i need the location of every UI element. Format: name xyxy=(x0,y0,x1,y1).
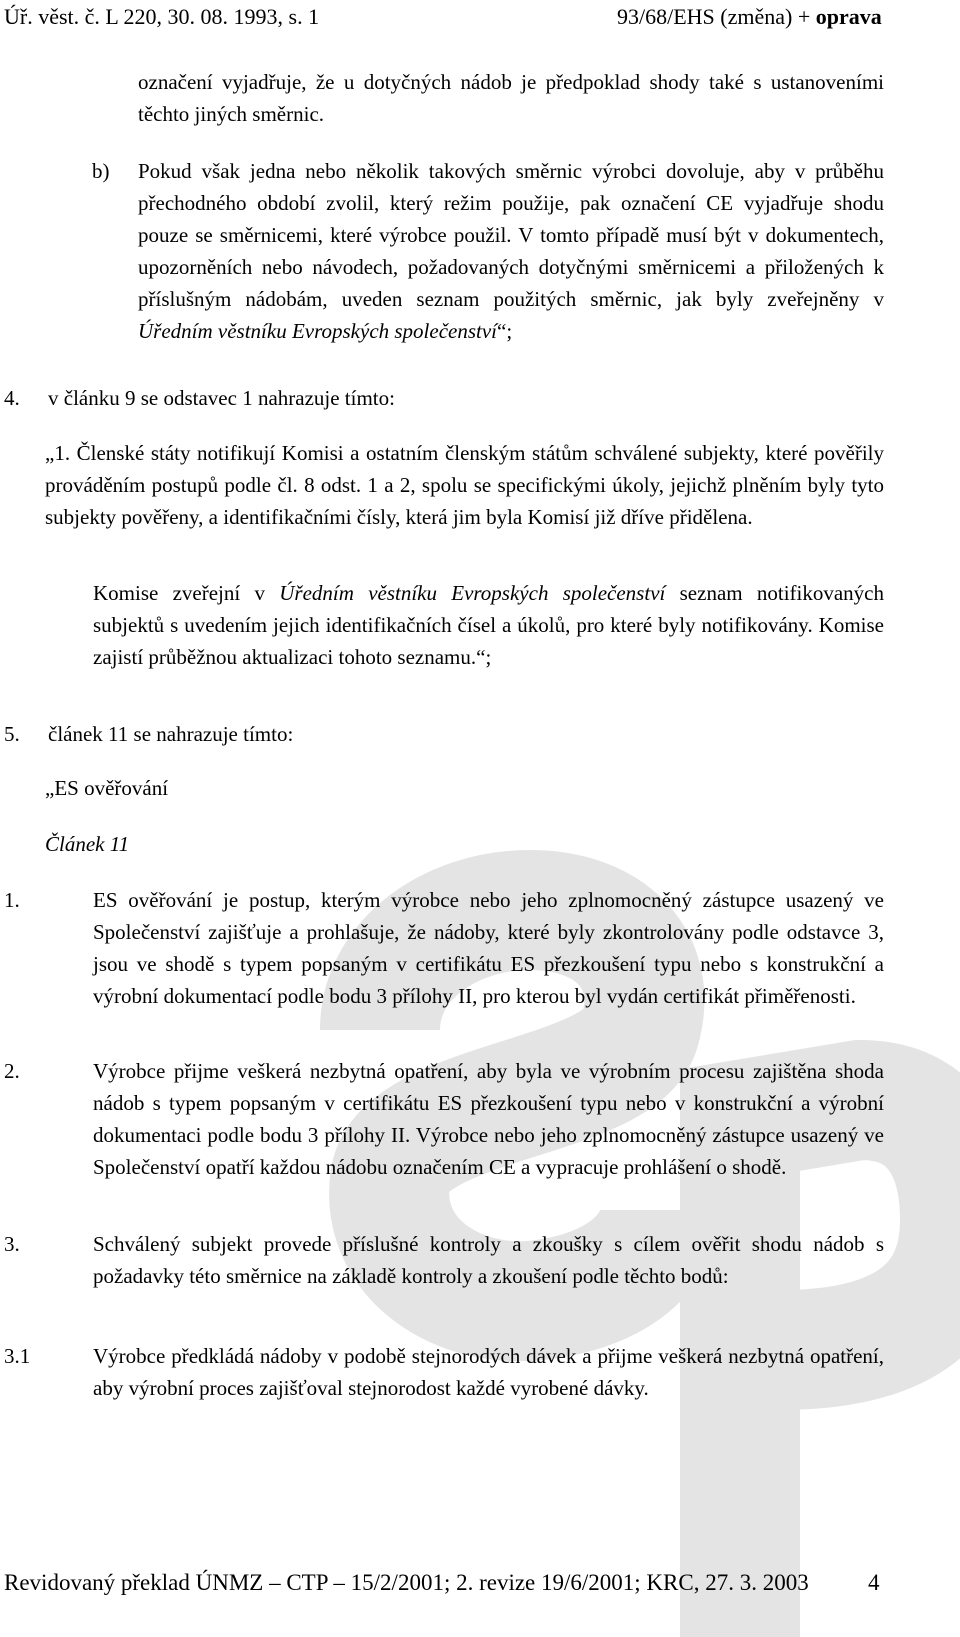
item-3-number: 3. xyxy=(4,1232,20,1256)
point-4-para2-end: seznam notifikovaných subjektů s uvedením jejich identifikačních čísel a úkolů, pro které byly notifikovány. Komise zajistí průběžnou aktualizaci tohoto seznamu.“; xyxy=(93,581,885,669)
item-a-continuation: označení vyjadřuje, že u dotyčných nádob je předpoklad shody také s ustanoveními těchto jiných směrnic. xyxy=(138,70,884,126)
header-directive-text: 93/68/EHS (změna) + xyxy=(617,4,816,29)
item-1-text: ES ověřování je postup, kterým výrobce nebo jeho zplnomocněný zástupce usazený ve Společenství zajišťuje a prohlašuje, že nádoby, které byly zkontrolovány podle odstavce 3, jsou ve shodě s typem popsaným v certifikátu ES přezkoušení typu nebo s konstrukční a výrobní dokumentací podle bodu 3 přílohy II, pro kterou byl vydán certifikát přiměřenosti. xyxy=(93,888,884,1008)
item-b-text xyxy=(138,155,884,347)
point-4-paragraph-1: „1. Členské státy notifikují Komisi a ostatním členským státům schválené subjekty, které pověřily prováděním postupů podle čl. 8 odst. 1 a 2, spolu se specifickými úkoly, jejichž plněním byly tyto subjekty pověřeny, a identifikačními čísly, která jim byla Komisí již dříve přidělena. xyxy=(45,441,884,529)
item-b-journal: Úředním věstníku Evropských společenství xyxy=(138,319,498,343)
point-4-para2-start: Komise zveřejní v xyxy=(93,581,280,605)
item-3-1-text: Výrobce předkládá nádoby v podobě stejnorodých dávek a přijme veškerá nezbytná opatření, aby výrobní proces zajišťoval stejnorodost každé vyrobené dávky. xyxy=(93,1344,884,1400)
item-b-body: Pokud však jedna nebo několik takových směrnic výrobci dovoluje, aby v průběhu přechodného období zvolil, který režim použije, pak označení CE vyjadřuje shodu pouze se směrnicemi, které výrobce použil. V tomto případě musí být v dokumentech, upozorněních nebo návodech, požadovaných dotyčnými směrnicemi a přiložených k příslušným nádobám, uveden seznam použitých směrnic, jak byly zveřejněny v xyxy=(138,159,884,311)
point-4-number: 4. xyxy=(4,386,20,410)
point-4-paragraph-2 xyxy=(93,577,884,673)
page-number: 4 xyxy=(868,1570,880,1595)
header-citation: Úř. věst. č. L 220, 30. 08. 1993, s. 1 xyxy=(4,4,320,29)
item-2-text: Výrobce přijme veškerá nezbytná opatření, aby byla ve výrobním procesu zajištěna shoda nádob s typem popsaným v certifikátu ES přezkoušení typu nebo v konstrukční a výrobní dokumentaci podle bodu 3 přílohy II. Výrobce nebo jeho zplnomocněný zástupce usazený ve Společenství opatří každou nádobu označením CE a vypracuje prohlášení o shodě. xyxy=(93,1059,884,1179)
header-directive-bold: oprava xyxy=(815,4,882,29)
item-2-number: 2. xyxy=(4,1059,20,1083)
item-3-text: Schválený subjekt provede příslušné kontroly a zkoušky s cílem ověřit shodu nádob s požadavky této směrnice na základě kontroly a zkoušení podle těchto bodů: xyxy=(93,1232,884,1288)
header-directive xyxy=(617,2,882,32)
item-1-number: 1. xyxy=(4,888,20,912)
article-heading-text: Článek 11 xyxy=(45,832,130,856)
footer-revision: Revidovaný překlad ÚNMZ – CTP – 15/2/2001; 2. revize 19/6/2001; KRC, 27. 3. 2003 xyxy=(4,1570,809,1595)
point-5-number: 5. xyxy=(4,722,20,746)
item-b-end: “; xyxy=(497,319,513,343)
article-heading xyxy=(45,828,129,860)
section-title: „ES ověřování xyxy=(45,776,169,800)
point-5-heading: článek 11 se nahrazuje tímto: xyxy=(48,722,294,746)
point-4-journal: Úředním věstníku Evropských společenství xyxy=(279,581,666,605)
point-4-heading: v článku 9 se odstavec 1 nahrazuje tímto: xyxy=(48,386,395,410)
item-3-1-number: 3.1 xyxy=(4,1344,31,1368)
item-b-label: b) xyxy=(92,159,110,183)
